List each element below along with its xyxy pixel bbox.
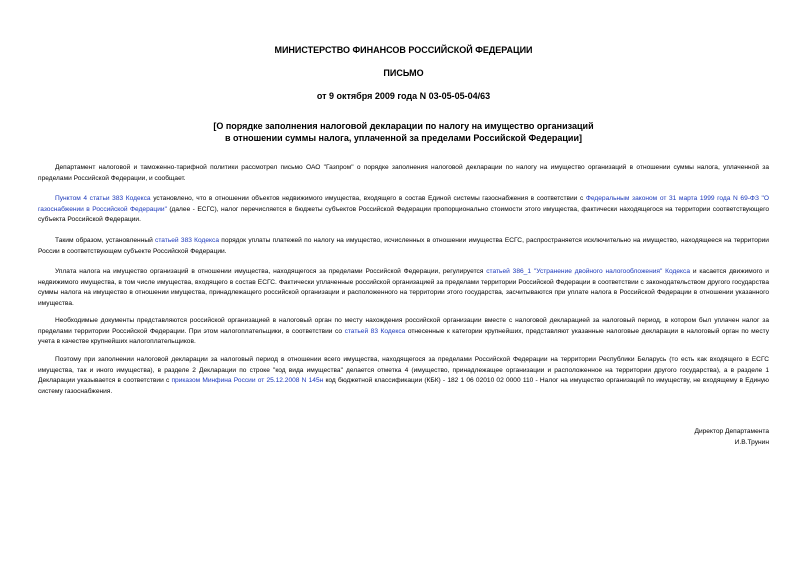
link-article-383-p4[interactable]: Пунктом 4 статьи 383 Кодекса xyxy=(55,195,151,202)
subject-line-2: в отношении суммы налога, уплаченной за пределами Российской Федерации] xyxy=(224,132,582,143)
document-subject xyxy=(0,121,807,144)
link-minfin-order-145n[interactable]: приказом Минфина России от 25.12.2008 N 145н xyxy=(171,377,324,385)
paragraph-6 xyxy=(38,355,769,397)
signature-title: Директор Департамента xyxy=(694,428,769,435)
document-date-number: от 9 октября 2009 года N 03-05-05-04/63 xyxy=(316,91,491,101)
paragraph-1: Департамент налоговой и таможенно-тарифной политики рассмотрел письмо ОАО "Газпром" о порядке заполнения налоговой декларации по налогу на имущество организаций в отношении суммы налога, уплаченной за пределами Российской Федерации, и сообщает. xyxy=(38,164,769,182)
paragraph-3-text-a: Таким образом, установленный xyxy=(55,237,156,244)
document-type: ПИСЬМО xyxy=(383,68,424,78)
link-federal-law-69fz[interactable]: Федеральным законом от 31 марта 1999 года N 69-ФЗ "О газоснабжении в Российской Федерации" xyxy=(38,195,770,213)
subject-line-1: [О порядке заполнения налоговой декларации по налогу на имущество организаций xyxy=(213,121,594,131)
paragraph-6-text-a: Поэтому при заполнении налоговой декларации за налоговый период в отношении всего имущества, находящегося за пределами Российской Федерации на территории Республики Беларусь (то есть как входящего в ЕСГС имущества, так и иного имущества), в разделе 2 Декларации по строке "код вида имущества" делается отметка 4 (имущество, принадлежащее организации и расположенное на территории другого государства), а в разделе 1 Декларации указывается в соответствии с xyxy=(38,356,769,385)
link-article-386-1[interactable]: статьей 386_1 "Устранение двойного налогообложения" Кодекса xyxy=(486,268,690,275)
link-article-83[interactable]: статьей 83 Кодекса xyxy=(344,327,406,335)
paragraph-2-text-b: (далее - ЕСГС), налог перечисляется в бюджеты субъектов Российской Федерации пропорционально стоимости этого имущества, фактически находящегося на территории соответствующего субъекта Российской Федерации. xyxy=(38,205,769,224)
paragraph-4 xyxy=(38,267,769,309)
paragraph-2 xyxy=(38,194,769,226)
paragraph-5-text-a: Необходимые документы представляются российской организацией в налоговый орган по месту нахождения российской организации вместе с налоговой декларацией за налоговый период, в котором был уплачен налог за пределами территории Российской Федерации. При этом налогоплательщики, в соответствии со xyxy=(38,317,769,335)
paragraph-5-text-b: отнесенные к категории крупнейших, представляют указанные налоговые декларации в налоговый орган по месту учета в качестве крупнейших налогоплательщиков. xyxy=(38,327,770,346)
paragraph-3 xyxy=(38,236,769,257)
paragraph-3-text-b: порядок уплаты платежей по налогу на имущество, исчисленных в отношении имущества ЕСГС, распространяется исключительно на имущество, находящееся на территории России в соответствующем субъекте Российской Федерации. xyxy=(38,237,769,255)
ministry-name: МИНИСТЕРСТВО ФИНАНСОВ РОССИЙСКОЙ ФЕДЕРАЦИИ xyxy=(274,45,533,55)
paragraph-2-text-a: установлено, что в отношении объектов недвижимого имущества, входящего в состав Единой системы газоснабжения в соответствии с xyxy=(150,195,586,202)
paragraph-4-text-b: и касается движимого и недвижимого имущества, в том числе имущества, входящего в состав ЕСГС. Фактически уплаченные российской организацией за пределами территории Российской Федерации в соответствии с законодательством другого государства суммы налога на имущество в отношении имущества, принадлежащего российской организации и расположенного на территории этого государства, засчитываются при уплате налога в Российской Федерации в отношении указанного имущества. xyxy=(38,268,769,307)
paragraph-5 xyxy=(38,316,769,348)
paragraph-4-text-a: Уплата налога на имущество организаций в отношении имущества, находящегося за пределами Российской Федерации, регулируется xyxy=(55,268,487,275)
signature-name: И.В.Трунин xyxy=(734,439,769,446)
paragraph-6-text-b: код бюджетной классификации (КБК) - 182 1 06 02010 02 0000 110 - Налог на имущество организаций по имуществу, не входящему в Единую систему газоснабжения. xyxy=(38,377,770,395)
link-article-383[interactable]: статьей 383 Кодекса xyxy=(155,237,219,244)
